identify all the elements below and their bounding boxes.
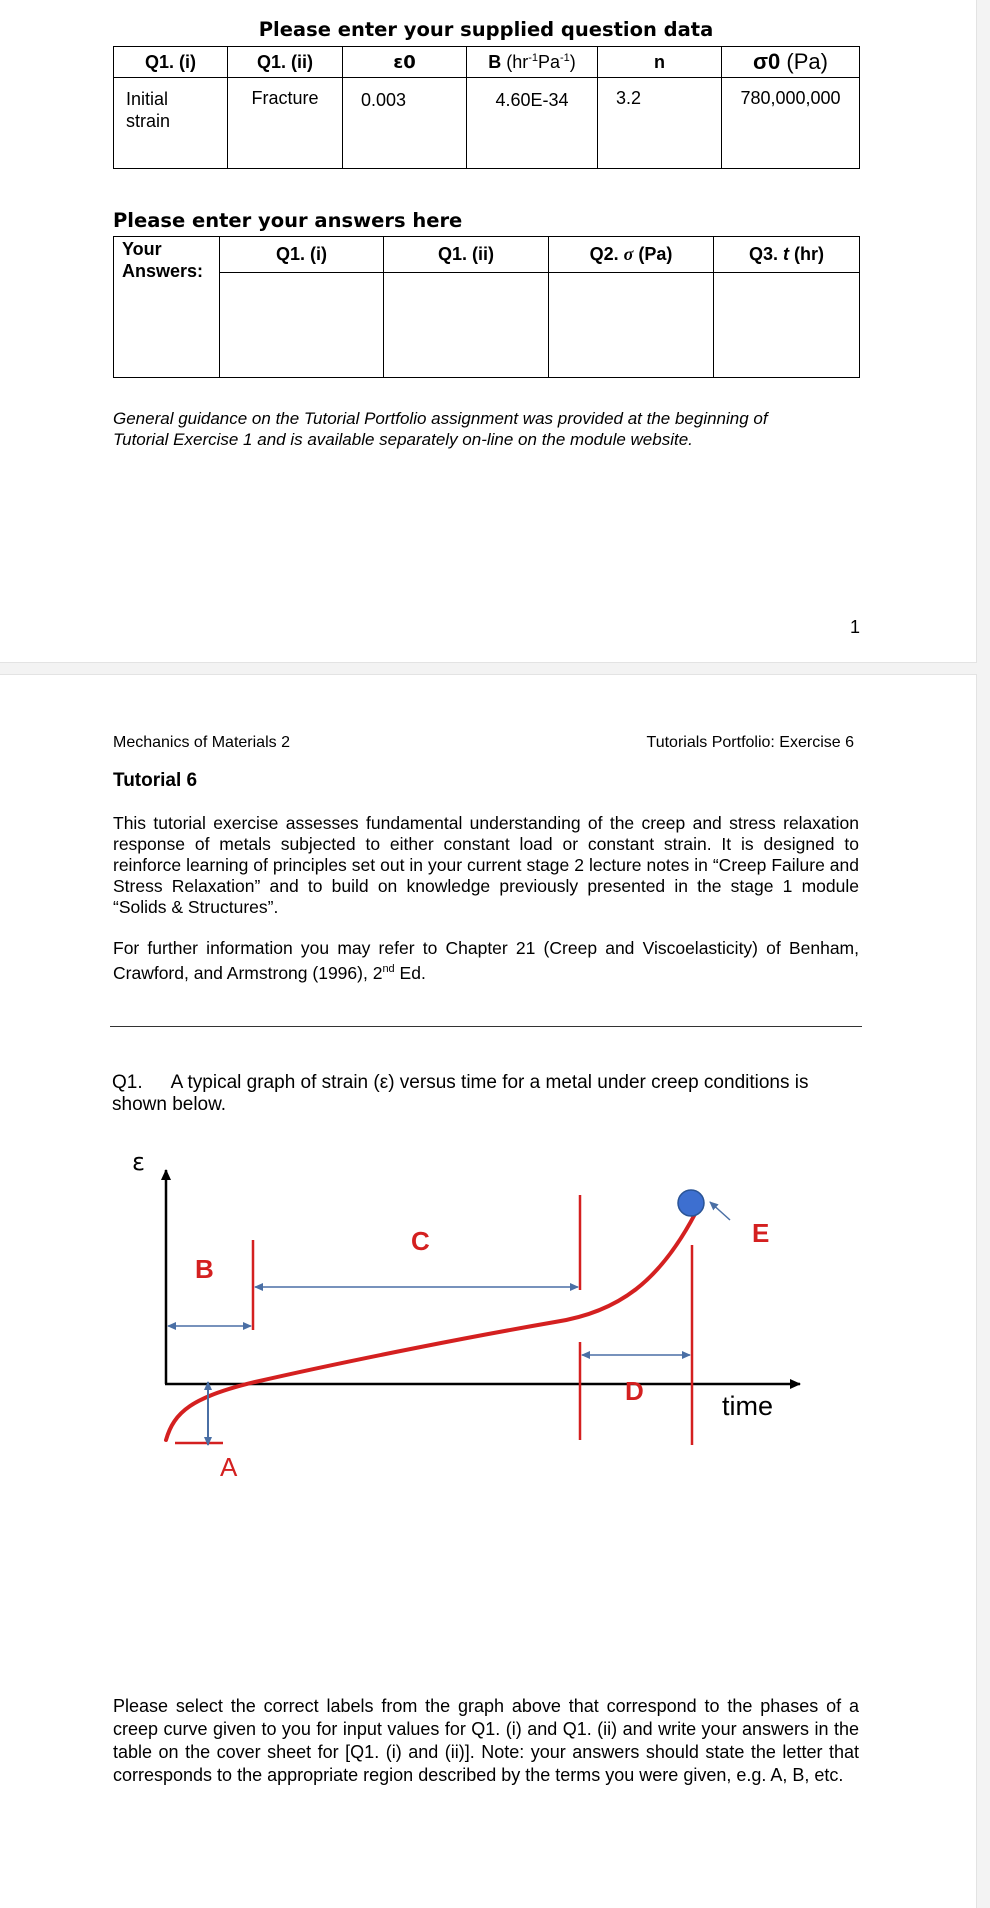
value-n: 3.2 [598,78,722,169]
answers-header-row [114,237,860,273]
value-q1i-line1: Initial [126,89,169,109]
supplied-data-title: Please enter your supplied question data [258,18,714,41]
creep-curve-graph [100,1150,820,1630]
page-number: 1 [849,617,860,637]
header-q1ii: Q1. (ii) [228,47,343,78]
your-label-line2: Answers: [122,261,204,281]
header-n: n [598,47,722,78]
header-epsilon0: ε0 [343,47,467,78]
supplied-data-table [113,46,860,169]
y-axis-symbol: ε [132,1150,145,1176]
section-divider [110,1026,862,1027]
header-b: B $(hr^{-1}Pa^{-1})$ [467,47,598,78]
fracture-point [678,1190,704,1216]
region-e-arrow [710,1202,730,1220]
value-q1i [114,78,228,169]
q1-line1: A typical graph of strain (ε) versus time for a metal under creep conditions is [170,1072,809,1093]
x-axis-label: time [722,1391,774,1421]
label-c: C [411,1226,430,1256]
your-answers-label [114,237,220,378]
answers-title: Please enter your answers here [113,209,463,232]
further-info-paragraph: For further information you may refer to Chapter 21 (Creep and Viscoelasticity) of Benham, Crawford, and Armstrong (1996), 2nd Ed. [113,938,859,983]
answer-cell-q1ii[interactable] [384,273,549,378]
value-epsilon0: 0.003 [343,78,467,169]
supplied-header-row [114,47,860,78]
instruction-paragraph: Please select the correct labels from the graph above that correspond to the phases of a creep curve given to you for input values for Q1. (i) and Q1. (ii) and write your answers in the table on the cover sheet for [Q1. (i) and (ii)]. Note: your answers should state the letter that corresponds to the appropriate region described by the terms you were given, e.g. A, B, etc. [113,1696,859,1785]
your-label-line1: Your [122,239,162,259]
value-sigma0: 780,000,000 [722,78,860,169]
header-exercise-name: Tutorials Portfolio: Exercise 6 [646,734,854,751]
question-1-text [112,1072,862,1116]
intro-paragraph: This tutorial exercise assesses fundamental understanding of the creep and stress relaxation response of metals subjected to either constant load or constant strain. It is designed to reinforce learning of principles set out in your current stage 2 lecture notes in “Creep Failure and Stress Relaxation” and to build on knowledge previously presented in the stage 1 module “Solids & Structures”. [113,813,859,917]
answers-table [113,236,860,378]
answer-cell-q2[interactable] [549,273,714,378]
q1-number: Q1. [112,1072,143,1093]
label-d: D [625,1376,644,1406]
creep-curve [166,1214,695,1440]
header-sigma0: σ0 (Pa) [722,47,860,78]
label-a: A [220,1452,238,1482]
guidance-line2: Tutorial Exercise 1 and is available separately on-line on the module website. [113,430,693,449]
answer-cell-q1i[interactable] [220,273,384,378]
value-b: 4.60E-34 [467,78,598,169]
answer-cell-q3[interactable] [714,273,860,378]
answer-header-q2: Q2. σ (Pa) [549,237,714,273]
guidance-line1: General guidance on the Tutorial Portfolio assignment was provided at the beginning of [113,409,768,428]
answer-header-q1ii: Q1. (ii) [384,237,549,273]
header-module-name: Mechanics of Materials 2 [113,734,290,751]
tutorial-title: Tutorial 6 [113,770,198,791]
header-q1i: Q1. (i) [114,47,228,78]
value-q1ii: Fracture [228,78,343,169]
label-e: E [752,1218,770,1248]
answer-header-q1i: Q1. (i) [220,237,384,273]
q1-line2: shown below. [112,1094,227,1115]
page-1 [0,0,977,663]
guidance-note [113,408,883,450]
answers-input-row [114,273,860,378]
label-b: B [195,1254,214,1284]
answer-header-q3: Q3. t (hr) [714,237,860,273]
supplied-values-row [114,78,860,169]
page-2 [0,674,977,1908]
value-q1i-line2: strain [126,111,171,131]
